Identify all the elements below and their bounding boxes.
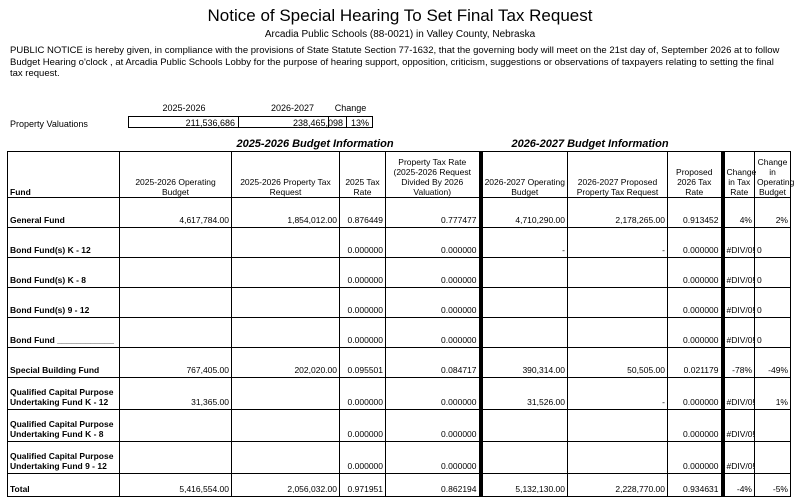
value-cell: 0.000000 [668,318,723,348]
value-cell: 767,405.00 [120,348,232,378]
value-cell [232,410,340,442]
value-cell: - [568,378,668,410]
table-row [8,474,791,497]
value-cell: -4% [723,474,755,497]
col-header-2025-tax-rate: 2025 Tax Rate [340,152,386,198]
value-cell [120,410,232,442]
value-cell [568,442,668,474]
table-row [8,198,791,228]
valuation-header-2026: 2026-2027 [270,103,315,113]
col-header-change-operating-budget: Change in Operating Budget [755,152,791,198]
value-cell: 2,056,032.00 [232,474,340,497]
value-cell: 202,020.00 [232,348,340,378]
value-cell: 0.000000 [340,258,386,288]
value-cell [232,288,340,318]
value-cell: 0.084717 [386,348,481,378]
value-cell: #DIV/0! [723,258,755,288]
value-cell: 0.000000 [340,410,386,442]
table-row [8,410,791,442]
value-cell: 1% [755,378,791,410]
value-cell: 390,314.00 [481,348,568,378]
value-cell: #DIV/0! [723,228,755,258]
value-cell: 0.000000 [386,410,481,442]
value-cell: #DIV/0! [723,288,755,318]
table-row [8,318,791,348]
value-cell [568,318,668,348]
valuation-2026-value: 238,465,098 [238,116,347,128]
col-header-property-tax-rate: Property Tax Rate (2025-2026 Request Divided By 2026 Valuation) [386,152,481,198]
value-cell [568,258,668,288]
value-cell: 5,416,554.00 [120,474,232,497]
value-cell: #DIV/0! [723,410,755,442]
value-cell: 0.000000 [668,228,723,258]
value-cell: #DIV/0! [723,378,755,410]
page-title: Notice of Special Hearing To Set Final Tax Request [207,6,593,25]
fund-name-cell: Total [8,474,120,497]
value-cell [120,228,232,258]
fund-name-cell: Qualified Capital Purpose Undertaking Fund K - 12 [8,378,120,410]
value-cell [232,378,340,410]
value-cell: 0 [755,318,791,348]
value-cell: 0.000000 [386,228,481,258]
value-cell [568,288,668,318]
value-cell [755,410,791,442]
value-cell: 0.000000 [340,378,386,410]
value-cell: -5% [755,474,791,497]
value-cell: #DIV/0! [723,442,755,474]
value-cell: 0.000000 [668,378,723,410]
value-cell [120,318,232,348]
value-cell: 4,617,784.00 [120,198,232,228]
col-header-2025-operating-budget: 2025-2026 Operating Budget [120,152,232,198]
public-notice-text: PUBLIC NOTICE is hereby given, in compliance with the provisions of State Statute Section 77-1632, that the governing body will meet on the 21st day of, September 2026 at to follow Budget Hearing o'clock , at Arcadia Public Schools Lobby for the purpose of hearing support, opposition, criticism, suggestions or observations of taxpayers relating to setting the final tax request. [10,45,780,79]
value-cell: 0.000000 [386,258,481,288]
value-cell [755,442,791,474]
value-cell [481,288,568,318]
value-cell: 0.000000 [386,378,481,410]
col-header-fund: Fund [8,152,120,198]
value-cell: 1,854,012.00 [232,198,340,228]
value-cell: 0.000000 [668,258,723,288]
value-cell: #DIV/0! [723,318,755,348]
value-cell: 2% [755,198,791,228]
value-cell [481,318,568,348]
valuation-header-2025: 2025-2026 [162,103,206,113]
value-cell: 0 [755,228,791,258]
table-row [8,378,791,410]
value-cell: 2,228,770.00 [568,474,668,497]
property-valuations-label: Property Valuations [10,119,88,129]
value-cell: -49% [755,348,791,378]
value-cell: -78% [723,348,755,378]
value-cell: 0.000000 [340,228,386,258]
section-2025-budget: 2025-2026 Budget Information [236,138,394,150]
fund-name-cell: Bond Fund ____________ [8,318,120,348]
fund-name-cell: Bond Fund(s) K - 8 [8,258,120,288]
valuation-change-value: 13% [328,116,373,128]
value-cell [120,258,232,288]
value-cell: 31,526.00 [481,378,568,410]
district-subtitle: Arcadia Public Schools (88-0021) in Valley County, Nebraska [264,29,536,40]
value-cell: 0.000000 [340,318,386,348]
table-row [8,348,791,378]
value-cell [120,288,232,318]
value-cell: 0.777477 [386,198,481,228]
value-cell: 5,132,130.00 [481,474,568,497]
value-cell: 0.000000 [386,318,481,348]
value-cell: 0.913452 [668,198,723,228]
value-cell [120,442,232,474]
col-header-change-tax-rate: Change in Tax Rate [723,152,755,198]
col-header-2026-operating-budget: 2026-2027 Operating Budget [481,152,568,198]
valuation-header-change: Change [334,103,367,113]
fund-name-cell: Qualified Capital Purpose Undertaking Fund K - 8 [8,410,120,442]
table-row [8,258,791,288]
col-header-2026-proposed-tax-request: 2026-2027 Proposed Property Tax Request [568,152,668,198]
value-cell: 4,710,290.00 [481,198,568,228]
fund-name-cell: General Fund [8,198,120,228]
col-header-2025-tax-request: 2025-2026 Property Tax Request [232,152,340,198]
value-cell: - [568,228,668,258]
value-cell: 4% [723,198,755,228]
fund-name-cell: Bond Fund(s) K - 12 [8,228,120,258]
value-cell [481,258,568,288]
value-cell: 2,178,265.00 [568,198,668,228]
value-cell: 0 [755,258,791,288]
value-cell: 0 [755,288,791,318]
value-cell: 0.876449 [340,198,386,228]
value-cell: 0.971951 [340,474,386,497]
fund-name-cell: Qualified Capital Purpose Undertaking Fund 9 - 12 [8,442,120,474]
value-cell: 50,505.00 [568,348,668,378]
value-cell: 0.000000 [668,410,723,442]
value-cell [232,228,340,258]
value-cell [232,258,340,288]
value-cell: 31,365.00 [120,378,232,410]
value-cell [568,410,668,442]
budget-table [7,151,795,497]
valuation-2025-value: 211,536,686 [128,116,239,128]
section-2026-budget: 2026-2027 Budget Information [511,138,669,150]
value-cell: 0.000000 [386,288,481,318]
table-row [8,288,791,318]
value-cell: - [481,228,568,258]
fund-name-cell: Special Building Fund [8,348,120,378]
value-cell: 0.000000 [340,442,386,474]
value-cell: 0.000000 [668,288,723,318]
value-cell: 0.934631 [668,474,723,497]
value-cell [481,410,568,442]
col-header-proposed-tax-rate: Proposed 2026 Tax Rate [668,152,723,198]
value-cell: 0.021179 [668,348,723,378]
table-row [8,228,791,258]
value-cell: 0.000000 [668,442,723,474]
value-cell [481,442,568,474]
table-row [8,442,791,474]
fund-name-cell: Bond Fund(s) 9 - 12 [8,288,120,318]
value-cell: 0.000000 [340,288,386,318]
value-cell: 0.862194 [386,474,481,497]
value-cell [232,318,340,348]
value-cell: 0.000000 [386,442,481,474]
value-cell: 0.095501 [340,348,386,378]
value-cell [232,442,340,474]
